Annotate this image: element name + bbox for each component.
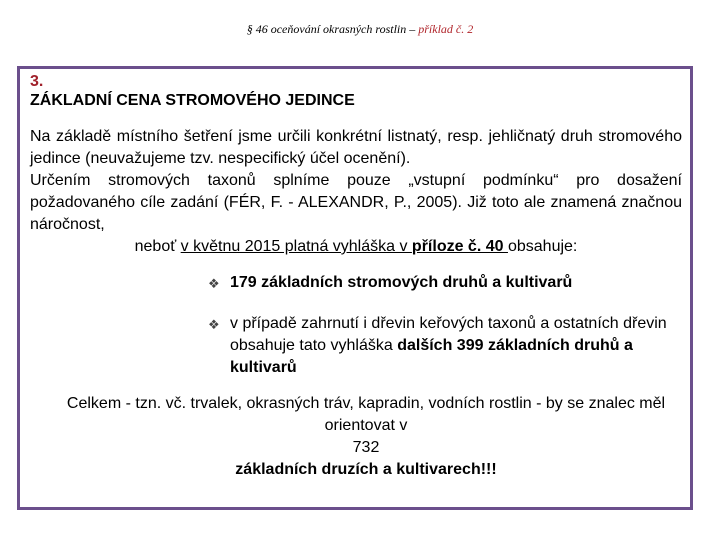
- bullet-list: [208, 272, 682, 379]
- slide-header: [0, 22, 720, 37]
- content-frame: [17, 66, 693, 510]
- bullet-item: [208, 313, 682, 379]
- section-number: 3.: [30, 73, 44, 90]
- summary-line-1: Celkem - tzn. vč. trvalek, okrasných tráv, kapradin, vodních rostlin - by se znalec měl orientovat v: [66, 395, 666, 434]
- intro-line-2: Určením stromových taxonů splníme pouze „vstupní podmínku“ pro dosažení požadovaného cíle zadání (FÉR, F. - ALEXANDR, P., 2005). Již toto ale znamená značnou náročnost,: [30, 172, 682, 233]
- section-title: ZÁKLADNÍ CENA STROMOVÉHO JEDINCE: [30, 92, 355, 109]
- bullet-text: 179 základních stromových druhů a kultivarů: [230, 274, 573, 291]
- regulation-line: [30, 236, 682, 258]
- regulation-pre: neboť: [134, 238, 181, 255]
- bullet-text-bold: dalších 399 základních druhů a kultivarů: [230, 337, 633, 376]
- intro-paragraph: [30, 126, 682, 236]
- summary-count: 732: [352, 439, 380, 456]
- header-text: § 46 oceňování okrasných rostlin –: [246, 22, 419, 36]
- intro-line-1: Na základě místního šetření jsme určili konkrétní listnatý, resp. jehličnatý druh stromového jedince (neuvažujeme tzv. nespecifický účel ocenění).: [30, 128, 682, 167]
- regulation-post: obsahuje:: [507, 238, 578, 255]
- bullet-text-regular: v případě zahrnutí i dřevin keřových taxonů a ostatních dřevin obsahuje tato vyhláška: [230, 315, 667, 354]
- header-accent: příklad č. 2: [418, 22, 474, 36]
- summary-line-3: základních druzích a kultivarech!!!: [235, 461, 497, 478]
- regulation-underlined: v květnu 2015 platná vyhláška v: [180, 238, 412, 255]
- bullet-item: [208, 272, 682, 295]
- bullet-text: [230, 313, 682, 379]
- diamond-bullet-icon: ❖: [208, 317, 220, 332]
- summary: [30, 393, 682, 481]
- regulation-annex: příloze č. 40: [411, 238, 508, 255]
- diamond-bullet-icon: ❖: [208, 276, 220, 291]
- content: [30, 72, 682, 481]
